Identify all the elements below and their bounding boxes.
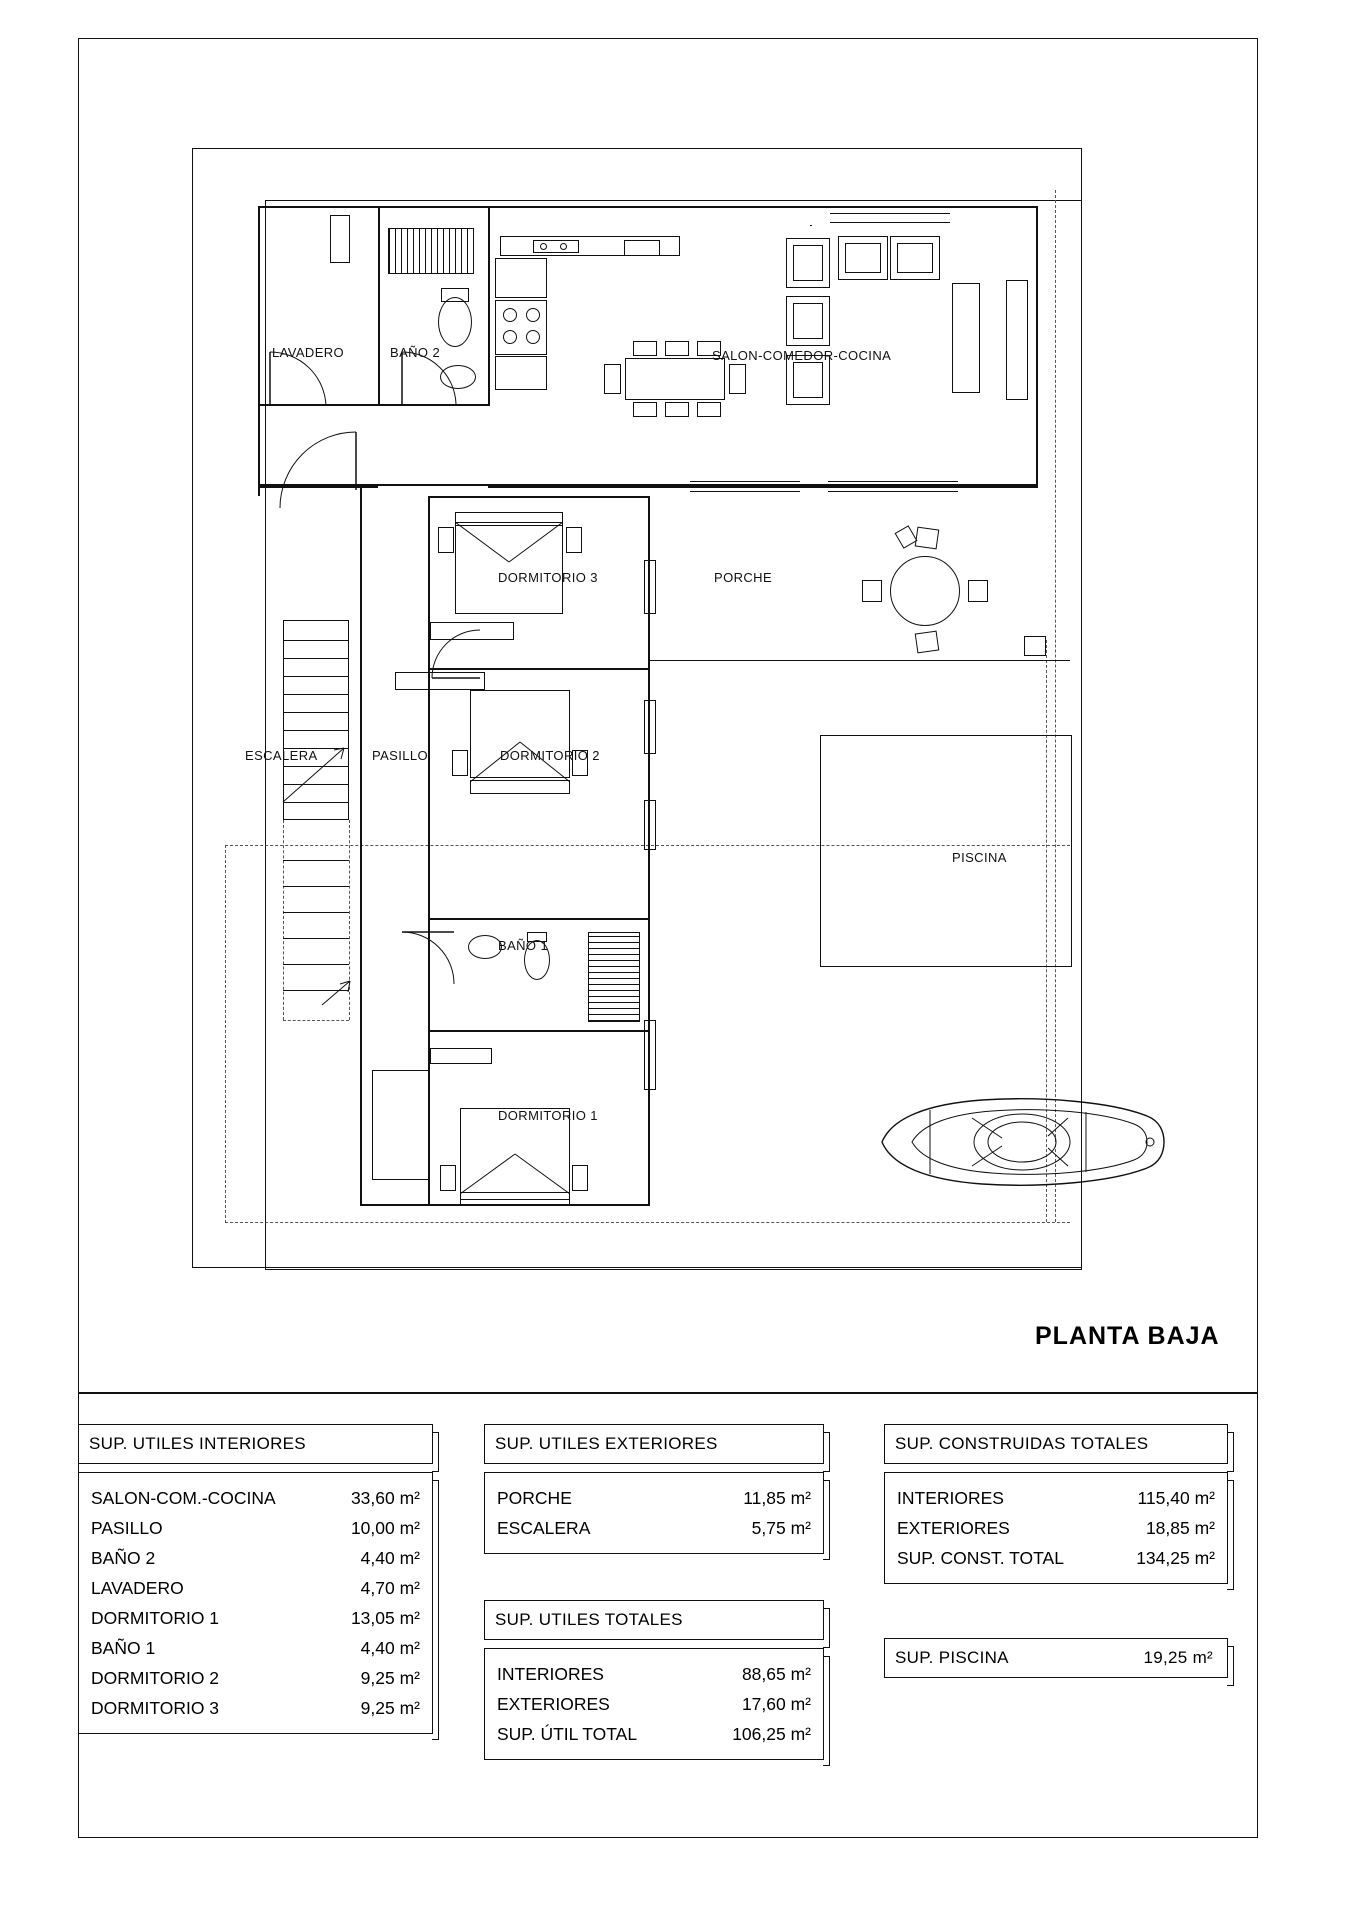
wall-dorm1-left [360, 1060, 362, 1206]
legend-row-label: SUP. ÚTIL TOTAL [497, 1724, 638, 1744]
wardrobe-2 [395, 672, 485, 690]
room-label-dormitorio-3: DORMITORIO 3 [498, 570, 598, 585]
kitchen-oven [495, 300, 547, 355]
legend-header-value: 19,25 m² [1143, 1648, 1213, 1667]
room-label-piscina: PISCINA [952, 850, 1007, 865]
legend-row-value: 106,25 m² [732, 1724, 811, 1744]
dining-chair [633, 402, 657, 417]
wall-salon-bottom [488, 486, 1038, 488]
legend-row-label: INTERIORES [497, 1664, 604, 1684]
legend-row-value: 5,75 m² [751, 1518, 811, 1538]
legend-row [91, 1543, 420, 1573]
patio-chair [915, 527, 940, 550]
wall-bano1-bottom [428, 1030, 650, 1032]
bano2-shower [388, 228, 474, 274]
kitchen-cabinet [495, 356, 547, 390]
legend-row-label: DORMITORIO 3 [91, 1698, 220, 1718]
room-label-dormitorio-2: DORMITORIO 2 [500, 748, 600, 763]
legend-row [497, 1719, 811, 1749]
patio-table [890, 556, 960, 626]
legend-row [897, 1543, 1215, 1573]
legend-sup-utiles-interiores [78, 1424, 433, 1734]
legend-row [91, 1603, 420, 1633]
window-dorm2 [644, 700, 656, 754]
legend-row [91, 1633, 420, 1663]
room-label-bano-2: BAÑO 2 [390, 345, 441, 360]
wall-house-left-upper [258, 206, 260, 496]
legend-row [497, 1513, 811, 1543]
bed-pillow-lines-1 [460, 1150, 570, 1196]
armchair-cushion [793, 362, 823, 398]
room-label-salon: SALON-COMEDOR-COCINA [712, 348, 892, 363]
legend-header: SUP. CONSTRUIDAS TOTALES [884, 1424, 1228, 1464]
dining-chair [729, 364, 746, 394]
window-line [690, 491, 800, 492]
window-dorm3 [644, 560, 656, 614]
legend-row-label: SALON-COM.-COCINA [91, 1488, 276, 1508]
legend-row-value: 4,70 m² [360, 1578, 420, 1598]
legend-row-value: 134,25 m² [1136, 1548, 1215, 1568]
legend-row [91, 1483, 420, 1513]
side-table [952, 283, 980, 393]
legend-body [484, 1648, 824, 1760]
window-line-top-2 [830, 222, 950, 223]
legend-row-label: PORCHE [497, 1488, 572, 1508]
legend-row-label: EXTERIORES [897, 1518, 1010, 1538]
legend-separator [78, 1392, 1258, 1394]
burner-icon-3 [503, 330, 517, 344]
porche-post [1024, 636, 1046, 656]
legend-row-label: BAÑO 2 [91, 1548, 156, 1568]
eave-line-vertical-left [225, 845, 226, 1223]
legend-sup-utiles-exteriores [484, 1424, 824, 1554]
legend-row [91, 1513, 420, 1543]
eave-line-horizontal-2 [225, 1222, 1070, 1223]
legend-row-value: 10,00 m² [350, 1518, 420, 1538]
legend-row [897, 1483, 1215, 1513]
window-line [690, 481, 800, 482]
dining-chair [665, 402, 689, 417]
window-line-top [830, 213, 950, 214]
legend-sup-utiles-totales [484, 1600, 824, 1760]
legend-row-label: INTERIORES [897, 1488, 1004, 1508]
window-line [828, 491, 958, 492]
sink-drain-icon [540, 243, 547, 250]
legend-row-label: DORMITORIO 2 [91, 1668, 220, 1688]
legend-row [497, 1689, 811, 1719]
door-swing-bano1 [400, 930, 456, 986]
tv-unit [1006, 280, 1028, 400]
door-swing-entry [278, 430, 358, 510]
legend-row-value: 88,65 m² [741, 1664, 811, 1684]
toilet-bano2-icon [438, 297, 472, 347]
sink-drain-2-icon [560, 243, 567, 250]
room-label-porche: PORCHE [714, 570, 773, 585]
room-label-lavadero: LAVADERO [272, 345, 345, 360]
wardrobe-1 [372, 1070, 430, 1180]
legend-body [78, 1472, 433, 1734]
kitchen-hob [624, 240, 660, 256]
legend-row-value: 13,05 m² [350, 1608, 420, 1628]
fridge [495, 258, 547, 298]
wall-dorm2-bottom [428, 918, 650, 920]
legend-row [91, 1573, 420, 1603]
legend-row-value: 18,85 m² [1145, 1518, 1215, 1538]
legend-row-value: 9,25 m² [360, 1698, 420, 1718]
patio-chair [862, 580, 882, 602]
nightstand-3 [438, 527, 454, 553]
dining-chair [665, 341, 689, 356]
legend-row [497, 1659, 811, 1689]
legend-row-label: DORMITORIO 1 [91, 1608, 220, 1628]
window-bano1 [644, 800, 656, 850]
room-label-dormitorio-1: DORMITORIO 1 [498, 1108, 598, 1123]
room-label-bano-1: BAÑO 1 [498, 938, 549, 953]
nightstand-2 [452, 750, 468, 776]
burner-icon-1 [503, 308, 517, 322]
legend-row-value: 4,40 m² [360, 1548, 420, 1568]
patio-chair [968, 580, 988, 602]
stair-void-line-bottom [283, 1020, 349, 1021]
car-icon [872, 1080, 1172, 1200]
eave-line-vertical-right [1055, 190, 1056, 1222]
legend-header-row [884, 1638, 1228, 1678]
armchair-cushion [793, 245, 823, 281]
room-label-pasillo: PASILLO [372, 748, 429, 763]
legend-header: SUP. UTILES EXTERIORES [484, 1424, 824, 1464]
sofa-cushion [897, 243, 933, 273]
porche-edge [650, 660, 1070, 661]
dining-table [625, 358, 725, 400]
legend-header: SUP. UTILES INTERIORES [78, 1424, 433, 1464]
legend-body [884, 1472, 1228, 1584]
nightstand-3b [566, 527, 582, 553]
burner-icon-2 [526, 308, 540, 322]
burner-icon-4 [526, 330, 540, 344]
legend-row [497, 1483, 811, 1513]
legend-row-label: PASILLO [91, 1518, 163, 1538]
legend-row-label: EXTERIORES [497, 1694, 610, 1714]
legend-row [897, 1513, 1215, 1543]
window-line [828, 481, 958, 482]
legend-header: SUP. UTILES TOTALES [484, 1600, 824, 1640]
legend-row-value: 115,40 m² [1137, 1488, 1215, 1508]
window-dorm1 [644, 1020, 656, 1090]
room-label-escalera: ESCALERA [245, 748, 318, 763]
window-tick [810, 225, 812, 226]
legend-sup-construidas-totales [884, 1424, 1228, 1584]
wall-bano2-right [488, 206, 490, 406]
toilet-cistern-icon [441, 288, 469, 302]
legend-row-value: 11,85 m² [743, 1488, 811, 1508]
legend-row-label: BAÑO 1 [91, 1638, 156, 1658]
legend-body [484, 1472, 824, 1554]
wall-salon-right [1036, 206, 1038, 486]
nightstand-1 [440, 1165, 456, 1191]
patio-chair [915, 631, 940, 654]
legend-row-value: 4,40 m² [360, 1638, 420, 1658]
armchair-cushion [793, 303, 823, 339]
dresser-1 [430, 1048, 492, 1064]
sofa-cushion [845, 243, 881, 273]
nightstand-1b [572, 1165, 588, 1191]
legend-row [91, 1693, 420, 1723]
legend-row-value: 9,25 m² [360, 1668, 420, 1688]
stair-arrow-2 [318, 975, 358, 1010]
legend-row [91, 1663, 420, 1693]
legend-row-label: SUP. CONST. TOTAL [897, 1548, 1064, 1568]
wall-lavadero-right [378, 206, 380, 406]
laundry-appliance [330, 215, 350, 263]
plan-title: PLANTA BAJA [1035, 1322, 1220, 1350]
legend-header: SUP. PISCINA [895, 1648, 1009, 1667]
dining-chair [697, 402, 721, 417]
dining-chair [633, 341, 657, 356]
legend-sup-piscina [884, 1638, 1228, 1678]
sink-bano1-icon [468, 935, 502, 959]
swimming-pool [820, 735, 1072, 967]
legend-row-value: 17,60 m² [741, 1694, 811, 1714]
bano1-shower [588, 932, 640, 1022]
dining-chair [604, 364, 621, 394]
legend-row-label: ESCALERA [497, 1518, 591, 1538]
legend-row-label: LAVADERO [91, 1578, 184, 1598]
legend-row-value: 33,60 m² [350, 1488, 420, 1508]
